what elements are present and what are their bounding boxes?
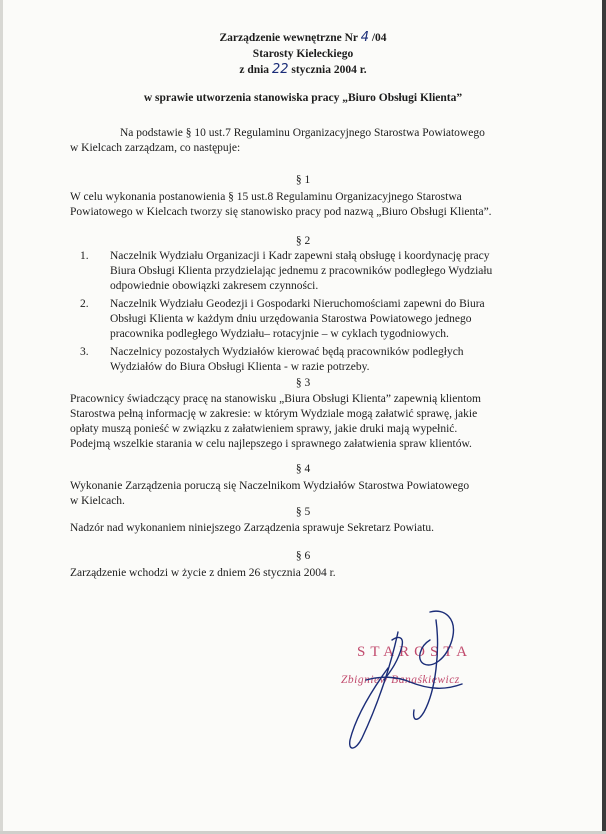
paragraph-line: Powiatowego w Kielcach tworzy się stanowisko pracy pod nazwą „Biuro Obsługi Klienta”.	[70, 206, 492, 218]
date-suffix: stycznia 2004 r.	[291, 64, 367, 76]
paragraph-line: Podejmą wszelkie starania w celu najlepszego i sprawnego załatwienia spraw klientów.	[70, 438, 472, 450]
list-line: Naczelnicy pozostałych Wydziałów kierować będą pracowników podległych	[110, 346, 464, 358]
preamble	[70, 126, 570, 156]
handwritten-number: 4	[360, 30, 369, 45]
list-number: 1.	[80, 250, 89, 262]
section-heading-2: § 2	[295, 235, 311, 247]
section-heading-3: § 3	[295, 377, 311, 389]
handwritten-day: 22	[271, 62, 289, 77]
section-4-body	[70, 479, 580, 509]
date-prefix: z dnia	[239, 64, 270, 76]
document-subject: w sprawie utworzenia stanowiska pracy „Biuro Obsługi Klienta”	[143, 92, 463, 104]
title-suffix: /04	[371, 32, 387, 44]
preamble-line: w Kielcach zarządzam, co następuje:	[70, 142, 241, 154]
section-6-body	[70, 566, 580, 581]
list-line: Obsługi Klienta w każdym dniu urzędowania Starostwa Powiatowego jednego	[110, 313, 472, 325]
list-line: Wydziałów do Biura Obsługi Klienta - w razie potrzeby.	[110, 361, 370, 373]
paragraph-line: w Kielcach.	[70, 495, 125, 507]
preamble-line: Na podstawie § 10 ust.7 Regulaminu Organizacyjnego Starostwa Powiatowego	[120, 127, 485, 139]
numbered-list	[80, 249, 580, 375]
section-3-body	[70, 392, 590, 452]
section-2-body	[80, 249, 580, 378]
stamp-title: STAROSTA	[357, 644, 473, 660]
paragraph-line: opłaty muszą ponieść w związku z załatwieniem sprawy, jakie druki mają wypełnić.	[70, 423, 458, 435]
section-heading-1: § 1	[295, 174, 311, 186]
header-line-3	[0, 62, 606, 78]
paragraph-line: Nadzór nad wykonaniem niniejszego Zarządzenia sprawuje Sekretarz Powiatu.	[70, 522, 435, 534]
scan-edge	[602, 0, 606, 834]
list-item	[80, 249, 580, 294]
list-line: pracownika podległego Wydziału– rotacyjnie – w cyklach tygodniowych.	[110, 328, 449, 340]
list-line: odpowiednie obowiązki zakresem czynności.	[110, 280, 319, 292]
stamp-name: Zbigniew Banaśkiewicz	[341, 674, 460, 686]
list-item	[80, 297, 580, 342]
paragraph-line: W celu wykonania postanowienia § 15 ust.8 Regulaminu Organizacyjnego Starostwa	[70, 191, 462, 203]
scan-edge	[0, 0, 3, 834]
section-heading-5: § 5	[295, 506, 311, 518]
list-item	[80, 345, 580, 375]
list-number: 3.	[80, 346, 89, 358]
list-line: Naczelnik Wydziału Organizacji i Kadr zapewni stałą obsługę i koordynację pracy	[110, 250, 490, 262]
section-5-body	[70, 521, 580, 536]
list-line: Biura Obsługi Klienta przydzielając jednemu z pracowników podległego Wydziału	[110, 265, 493, 277]
paragraph-line: Wykonanie Zarządzenia poruczą się Naczelnikom Wydziałów Starostwa Powiatowego	[70, 480, 470, 492]
paragraph-line: Pracownicy świadczący pracę na stanowisku „Biura Obsługi Klienta” zapewnią klientom	[70, 393, 481, 405]
document-header	[0, 30, 606, 78]
header-line-2: Starosty Kieleckiego	[252, 48, 354, 60]
section-1-body	[70, 190, 580, 220]
paragraph-line: Zarządzenie wchodzi w życie z dniem 26 stycznia 2004 r.	[70, 567, 336, 579]
title-prefix: Zarządzenie wewnętrzne Nr	[219, 32, 358, 44]
section-heading-6: § 6	[295, 550, 311, 562]
section-heading-4: § 4	[295, 463, 311, 475]
paragraph-line: Starostwa pełną informację w zakresie: w którym Wydziale mogą załatwić sprawę, jakie	[70, 408, 478, 420]
header-line-1	[0, 30, 606, 46]
list-line: Naczelnik Wydziału Geodezji i Gospodarki Nieruchomościami zapewni do Biura	[110, 298, 485, 310]
list-number: 2.	[80, 298, 89, 310]
